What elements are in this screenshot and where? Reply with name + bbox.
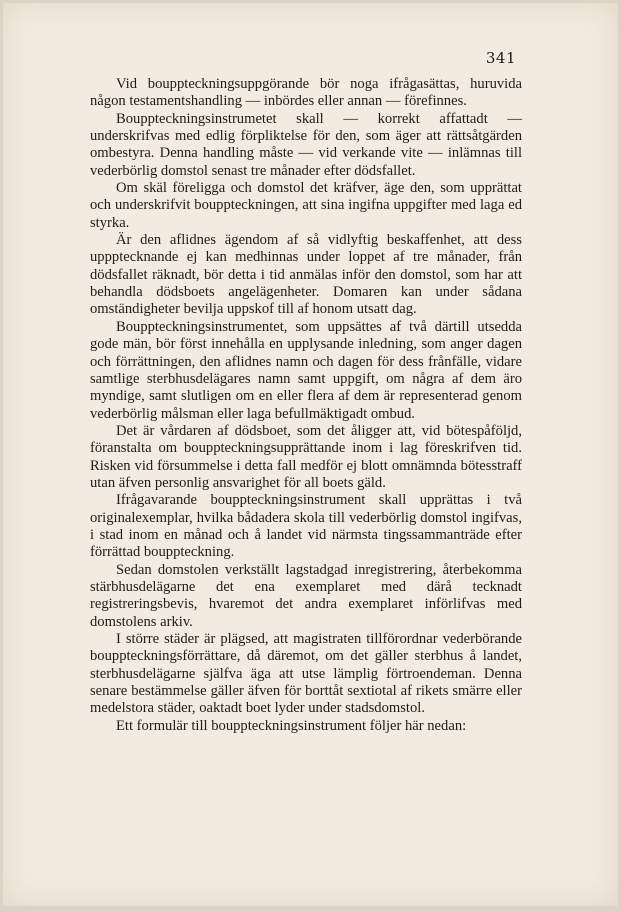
paragraph: Ifrågavarande bouppteckningsinstrument skall upprättas i två originalexemplar, hvilka bådadera skola till vederbörlig domstol ingifvas, i stad inom en månad och å landet vid närmsta tingssammanträde efter förrättad bouppteckning.	[90, 492, 522, 561]
paragraph: Är den aflidnes ägendom af så vidlyftig beskaffenhet, att dess uppptecknande ej kan medhinnas under loppet af tre månader, från dödsfallet räknadt, bör detta i tid anmälas inför den domstol, som har att behandla dödsboets angelägenheter. Domaren kan under sådana omständigheter bevilja uppskof till af honom utsatt dag.	[90, 232, 522, 318]
paragraph: Bouppteckningsinstrumetet skall — korrekt affattadt — underskrifvas med edlig förpliktelse för den, som äger att rättsåtgärden ombestyra. Denna handling måste — vid verkande vite — inlämnas till vederbörlig domstol senast tre månader efter dödsfallet.	[90, 110, 522, 179]
paragraph: Bouppteckningsinstrumentet, som uppsättes af två därtill utsedda gode män, bör först innehålla en upplysande inledning, som anger dagen och förrättningen, den aflidnes namn och dagen för dess frånfälle, vidare samtlige sterbhusdelägares namn samt uppgift, om några af dem äro myndige, samt slutligen om en eller flera af dem är representerad genom vederbörlig målsman eller laga befullmäktigadt ombud.	[90, 318, 522, 422]
paragraph: Sedan domstolen verkställt lagstadgad inregistrering, återbekomma stärbhusdelägarne det ena exemplaret med därå tecknadt registreringsbevis, hvaremot det andra exemplaret införlifvas med domstolens arkiv.	[90, 561, 522, 630]
paragraph: Ett formulär till bouppteckningsinstrument följer här nedan:	[116, 717, 467, 734]
body-text	[90, 76, 522, 735]
paragraph: I större städer är plägsed, att magistraten tillförordnar vederbörande bouppteckningsförrättare, då däremot, om det gäller sterbhus å landet, sterbhusdelägarne själfva äga att utse lämplig förtroendeman. Denna senare bestämmelse gäller äfven för borttåt sextiotal af rikets smärre eller medelstora städer, oaktadt boet lyder under stadsdomstol.	[90, 631, 522, 717]
page-number: 341	[485, 49, 516, 67]
book-page	[3, 3, 618, 906]
paragraph: Om skäl föreligga och domstol det kräfver, äge den, som upprättat och underskrifvit bouppteckningen, att sina ingifna uppgifter med laga ed styrka.	[90, 180, 522, 231]
paragraph: Vid bouppteckningsuppgörande bör noga ifrågasättas, huruvida någon testamentshandling — inbördes eller annan — förefinnes.	[90, 76, 522, 110]
paragraph: Det är vårdaren af dödsboet, som det åligger att, vid bötespåföljd, föranstalta om bouppteckningsupprättande inom i lag föreskrifven tid. Risken vid försummelse i detta fall medför ej blott omnämnda bötesstraff utan äfven personlig ansvarighet för all boets gäld.	[90, 422, 522, 491]
